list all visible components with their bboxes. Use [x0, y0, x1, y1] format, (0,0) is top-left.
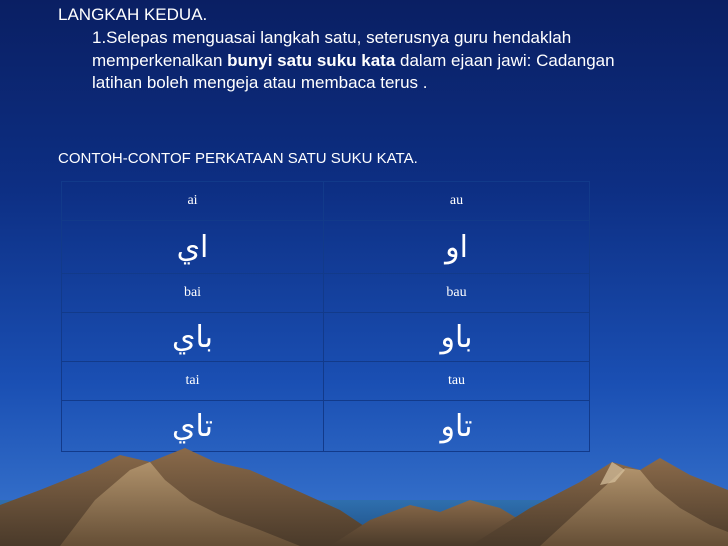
paragraph-text-2: dalam ejaan jawi: Cadangan latihan boleh mengeja atau membaca terus . — [92, 50, 615, 92]
slide-heading: LANGKAH KEDUA. — [58, 5, 208, 24]
syllable-table — [61, 181, 590, 452]
table-row — [62, 274, 590, 313]
table-cell: bau — [324, 274, 590, 313]
table-cell: باو — [324, 313, 590, 362]
table-row — [62, 313, 590, 362]
paragraph-text-1: 1.Selepas menguasai langkah satu, seterusnya guru hendaklah memperkenalkan — [92, 28, 572, 70]
table-cell: باي — [62, 313, 324, 362]
table-cell: ai — [62, 182, 324, 221]
table-row — [62, 401, 590, 452]
water — [0, 500, 728, 546]
paragraph-bold-text: bunyi satu suku kata — [227, 50, 396, 70]
table-cell: اي — [62, 221, 324, 274]
table-cell: au — [324, 182, 590, 221]
table-row — [62, 221, 590, 274]
mountain-right-peak — [600, 462, 625, 485]
table-cell: bai — [62, 274, 324, 313]
examples-subheading: CONTOH-CONTOF PERKATAAN SATU SUKU KATA. — [58, 150, 418, 167]
table-cell: او — [324, 221, 590, 274]
table-row — [62, 362, 590, 401]
mountain-left-highlight — [60, 462, 300, 546]
table-row — [62, 182, 590, 221]
mountain-right-highlight — [540, 468, 728, 546]
table-cell: tau — [324, 362, 590, 401]
mountain-mid — [330, 500, 540, 546]
mountain-left — [0, 448, 380, 546]
table-cell: tai — [62, 362, 324, 401]
table-cell: تاي — [62, 401, 324, 452]
table-cell: تاو — [324, 401, 590, 452]
mountain-right — [470, 458, 728, 546]
instruction-paragraph — [92, 27, 652, 95]
